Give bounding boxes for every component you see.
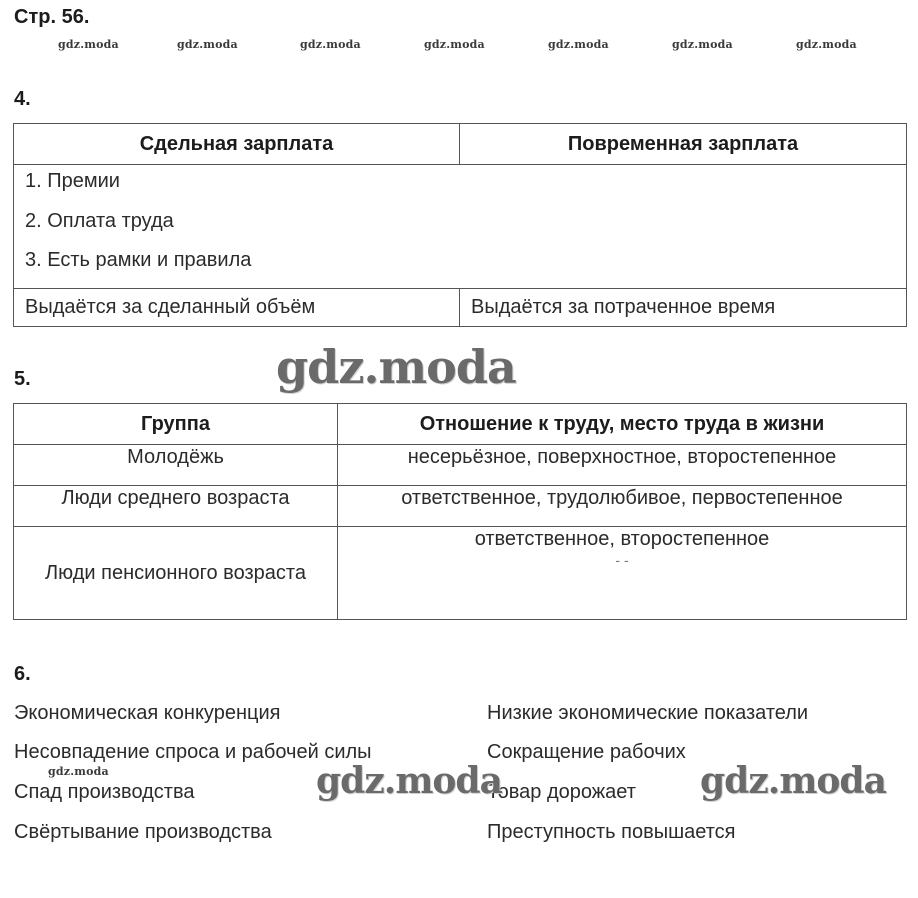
consequence-item: Низкие экономические показатели	[487, 702, 809, 724]
task-4-time-diff: Выдаётся за потраченное время	[460, 288, 907, 326]
cause-item: Экономическая конкуренция	[14, 702, 281, 724]
watermark: gdz.moda	[316, 760, 502, 802]
watermark: gdz.moda	[548, 38, 609, 51]
task-5-header-attitude: Отношение к труду, место труда в жизни	[338, 404, 907, 445]
task-4-table	[13, 123, 907, 327]
task-4-number: 4.	[14, 88, 31, 110]
list-item: 1. Премии	[25, 170, 120, 192]
task-4-piecework-diff: Выдаётся за сделанный объём	[14, 288, 460, 326]
list-item: 2. Оплата труда	[25, 209, 174, 232]
table-row	[14, 486, 907, 527]
list-item: 3. Есть рамки и правила	[25, 249, 252, 271]
cause-item: Свёртывание производства	[14, 821, 272, 843]
faint-marks: - -	[615, 552, 629, 568]
table-row	[14, 527, 907, 620]
task-4-header-time: Повременная зарплата	[460, 124, 907, 165]
watermark: gdz.moda	[700, 760, 886, 802]
attitude-cell: ответственное, трудолюбивое, первостепенное	[338, 486, 907, 527]
task-5-number: 5.	[14, 368, 31, 390]
cause-item: Несовпадение спроса и рабочей силы	[14, 741, 372, 763]
task-4-common-list	[14, 165, 907, 289]
watermark: gdz.moda	[672, 38, 733, 51]
watermark-row	[0, 38, 918, 56]
watermark: gdz.moda	[58, 38, 119, 51]
task-4-header-piecework: Сдельная зарплата	[14, 124, 460, 165]
watermark: gdz.moda	[276, 340, 516, 394]
attitude-cell: несерьёзное, поверхностное, второстепенное	[338, 445, 907, 486]
group-cell: Молодёжь	[14, 445, 338, 486]
watermark: gdz.moda	[796, 38, 857, 51]
group-cell: Люди среднего возраста	[14, 486, 338, 527]
consequence-item: Преступность повышается	[487, 821, 736, 843]
watermark: gdz.moda	[177, 38, 238, 51]
task-6-number: 6.	[14, 663, 31, 685]
cause-item: Спад производства	[14, 781, 195, 803]
attitude-cell	[338, 527, 907, 620]
watermark: gdz.moda	[300, 38, 361, 51]
watermark: gdz.moda	[424, 38, 485, 51]
attitude-text: ответственное, второстепенное	[474, 528, 770, 550]
watermark: gdz.moda	[48, 765, 109, 778]
consequence-item: Товар дорожает	[487, 781, 636, 803]
group-cell: Люди пенсионного возраста	[14, 527, 338, 620]
page-title: Стр. 56.	[14, 6, 90, 28]
task-5-header-group: Группа	[14, 404, 338, 445]
table-row	[14, 445, 907, 486]
consequence-item: Сокращение рабочих	[487, 741, 686, 763]
task-5-table	[13, 403, 907, 620]
